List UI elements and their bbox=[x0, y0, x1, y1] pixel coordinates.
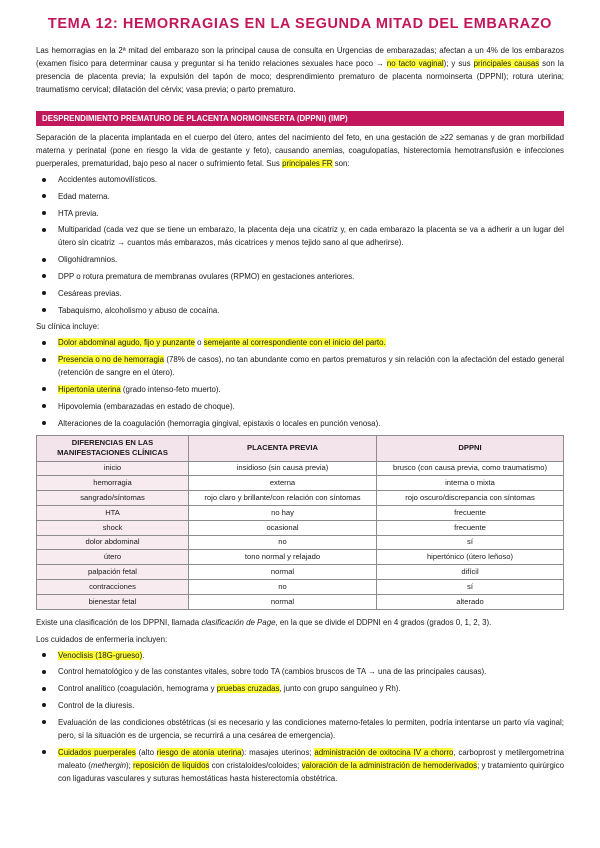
highlight-hipertonia: Hipertonía uterina bbox=[58, 384, 121, 394]
list-item bbox=[36, 353, 564, 379]
list-item: Edad materna. bbox=[36, 190, 564, 203]
list-item: DPP o rotura prematura de membranas ovulares (RPMO) en gestaciones anteriores. bbox=[36, 270, 564, 283]
classification-page-term: clasificación de Page bbox=[201, 617, 276, 627]
classification-text-end: , en la que se divide el DDPNI en 4 grados (grados 0, 1, 2, 3). bbox=[275, 617, 492, 627]
intro-paragraph bbox=[36, 44, 564, 96]
list-item: Cesáreas previas. bbox=[36, 287, 564, 300]
list-item: Control de la diuresis. bbox=[36, 699, 564, 712]
care-text: (alto bbox=[135, 747, 157, 757]
highlight-semejante-parto: semejante al correspondiente con el inicio del parto. bbox=[203, 338, 386, 348]
intro-text-1: Las hemorragias en la 2ª mitad del embarazo son la principal causa de consulta en Urgencias de embarazadas; afectan a un 4% de los embarazos (examen físico para determinar causa y preguntar si ha tenido relaciones sexuales hace poco → bbox=[36, 46, 564, 68]
table-cell: no bbox=[189, 579, 377, 594]
list-item: Control hematológico y de las constantes vitales, sobre todo TA (cambios bruscos de TA → una de las principales causas). bbox=[36, 665, 564, 678]
table-cell: brusco (con causa previa, como traumatismo) bbox=[377, 461, 564, 476]
list-item: Oligohidramnios. bbox=[36, 253, 564, 266]
clinic-text: (78% de casos), no tan abundante como en partos prematuros y sin relación con la afectación del estado general (retención de sangre en el útero). bbox=[58, 355, 564, 378]
table-cell: sí bbox=[377, 535, 564, 550]
clinic-text: (grado intenso-feto muerto). bbox=[120, 384, 221, 394]
highlight-reposicion-liquidos: reposición de líquidos bbox=[133, 760, 210, 770]
definition-text-end: son: bbox=[332, 159, 350, 168]
clinic-text: o bbox=[194, 338, 204, 348]
table-cell: inicio bbox=[37, 461, 189, 476]
list-item bbox=[36, 649, 564, 662]
care-text: , carboprost y metilergometrina maleato ( bbox=[58, 747, 564, 770]
list-item: Accidentes automovilísticos. bbox=[36, 173, 564, 186]
highlight-oxitocina: administración de oxitocina IV a chorro bbox=[314, 747, 454, 757]
table-cell: bienestar fetal bbox=[37, 594, 189, 609]
care-text: ); bbox=[126, 760, 134, 770]
list-item bbox=[36, 336, 564, 349]
section-heading-dppni: DESPRENDIMIENTO PREMATURO DE PLACENTA NORMOINSERTA (DPPNI) (IMP) bbox=[36, 111, 564, 126]
highlight-principales-causas: principales causas bbox=[473, 59, 540, 68]
list-item bbox=[36, 383, 564, 396]
table-row bbox=[37, 594, 564, 609]
table-cell: insidioso (sin causa previa) bbox=[189, 461, 377, 476]
highlight-dolor-abdominal: Dolor abdominal agudo, fijo y punzante bbox=[58, 338, 195, 348]
table-cell: interna o mixta bbox=[377, 476, 564, 491]
table-row bbox=[37, 505, 564, 520]
intro-text-3: son la presencia de placenta previa; la expulsión del tapón de moco; desprendimiento prematuro de placenta normoinserta (DPPNI); rotura uterina; traumatismo cervical; dilatación del cérvix; vasa previa; o parto prematuro. bbox=[36, 59, 564, 94]
care-text: . bbox=[142, 650, 145, 660]
table-cell: normal bbox=[189, 565, 377, 580]
table-cell: contracciones bbox=[37, 579, 189, 594]
care-text: con cristaloides/coloides; bbox=[209, 760, 302, 770]
table-cell: palpación fetal bbox=[37, 565, 189, 580]
table-row bbox=[37, 520, 564, 535]
definition-text: Separación de la placenta implantada en el cuerpo del útero, antes del nacimiento del feto, en una gestación de ≥22 semanas y de gran morbilidad materna y perinatal (pone en riesgo la vida de gestante y feto), causando anemias, coagulopatías, histerectomía hemotransfusión e infecciones puerperales, prematuridad, bajo peso al nacer o sufrimiento fetal. Sus bbox=[36, 133, 564, 168]
highlight-cuidados-puerperales: Cuidados puerperales bbox=[58, 747, 136, 757]
table-cell: rojo claro y brillante/con relación con síntomas bbox=[189, 491, 377, 506]
care-text: ; y tratamiento quirúrgico con ligaduras vasculares y suturas hemostáticas hasta histerectomía obstétrica. bbox=[58, 760, 564, 783]
risk-factors-list bbox=[36, 173, 564, 317]
table-cell: rojo oscuro/discrepancia con síntomas bbox=[377, 491, 564, 506]
highlight-pruebas-cruzadas: pruebas cruzadas bbox=[216, 684, 280, 694]
page-title: TEMA 12: HEMORRAGIAS EN LA SEGUNDA MITAD DEL EMBARAZO bbox=[47, 16, 553, 32]
table-row bbox=[37, 579, 564, 594]
classification-text: Existe una clasificación de los DPPNI, llamada bbox=[36, 617, 202, 627]
list-item bbox=[36, 682, 564, 695]
table-cell: hemorragia bbox=[37, 476, 189, 491]
table-row bbox=[37, 550, 564, 565]
dppni-definition bbox=[36, 131, 564, 170]
table-cell: normal bbox=[189, 594, 377, 609]
clinic-label: Su clínica incluye: bbox=[36, 322, 100, 332]
table-header: DPPNI bbox=[377, 435, 564, 461]
table-cell: sí bbox=[377, 579, 564, 594]
table-cell: ocasional bbox=[189, 520, 377, 535]
table-cell: hipertónico (útero leñoso) bbox=[377, 550, 564, 565]
classification-paragraph bbox=[36, 616, 564, 629]
list-item: Multiparidad (cada vez que se tiene un embarazo, la placenta deja una cicatriz y, en cada embarazo la placenta se va a adherir a un lugar del útero sin cicatriz → cuantos más embarazos, más cicatrices y menos tejido sano al que adherirse). bbox=[36, 223, 564, 249]
table-cell: frecuente bbox=[377, 520, 564, 535]
table-cell: útero bbox=[37, 550, 189, 565]
highlight-no-tacto-vaginal: no tacto vaginal bbox=[386, 59, 444, 68]
highlight-principales-fr: principales FR bbox=[282, 159, 333, 168]
list-item: Tabaquismo, alcoholismo y abuso de cocaína. bbox=[36, 304, 564, 317]
table-cell: alterado bbox=[377, 594, 564, 609]
care-list bbox=[36, 649, 564, 785]
table-row bbox=[37, 491, 564, 506]
differences-table bbox=[36, 435, 564, 610]
table-cell: externa bbox=[189, 476, 377, 491]
list-item: Evaluación de las condiciones obstétricas (si es necesario y las condiciones materno-fetales lo permiten, podría intentarse un parto vía vaginal; pero, si la situación es de urgencia, se recurrirá a una cesárea de emergencia). bbox=[36, 716, 564, 742]
table-cell: frecuente bbox=[377, 505, 564, 520]
table-cell: dolor abdominal bbox=[37, 535, 189, 550]
table-cell: no hay bbox=[189, 505, 377, 520]
care-text: Control analítico (coagulación, hemograma y bbox=[58, 684, 217, 694]
highlight-hemoderivados: valoración de la administración de hemoderivados bbox=[301, 760, 478, 770]
care-text: ): masajes uterinos; bbox=[241, 747, 315, 757]
intro-text-2: ); y sus bbox=[443, 59, 474, 68]
table-cell: shock bbox=[37, 520, 189, 535]
care-text: , junto con grupo sanguíneo y Rh). bbox=[279, 684, 401, 694]
table-cell: no bbox=[189, 535, 377, 550]
list-item: Alteraciones de la coagulación (hemorragia gingival, epistaxis o locales en punción venosa). bbox=[36, 417, 564, 430]
table-row bbox=[37, 476, 564, 491]
table-header: DIFERENCIAS EN LAS MANIFESTACIONES CLÍNICAS bbox=[37, 435, 189, 461]
clinic-list bbox=[36, 336, 564, 429]
table-cell: sangrado/síntomas bbox=[37, 491, 189, 506]
highlight-hemorragia: Presencia o no de hemorragia bbox=[58, 355, 165, 365]
care-label: Los cuidados de enfermería incluyen: bbox=[36, 634, 168, 644]
highlight-venoclisis: Venoclisis (18G-grueso) bbox=[58, 650, 143, 660]
table-cell: tono normal y relajado bbox=[189, 550, 377, 565]
list-item: Hipovolemia (embarazadas en estado de choque). bbox=[36, 400, 564, 413]
highlight-atonia-uterina: riesgo de atonía uterina bbox=[156, 747, 242, 757]
table-header: PLACENTA PREVIA bbox=[189, 435, 377, 461]
list-item: HTA previa. bbox=[36, 207, 564, 220]
table-row bbox=[37, 535, 564, 550]
table-cell: difícil bbox=[377, 565, 564, 580]
care-italic-methergin: methergin bbox=[90, 760, 127, 770]
table-row bbox=[37, 461, 564, 476]
table-cell: HTA bbox=[37, 505, 189, 520]
list-item bbox=[36, 746, 564, 785]
table-row bbox=[37, 565, 564, 580]
